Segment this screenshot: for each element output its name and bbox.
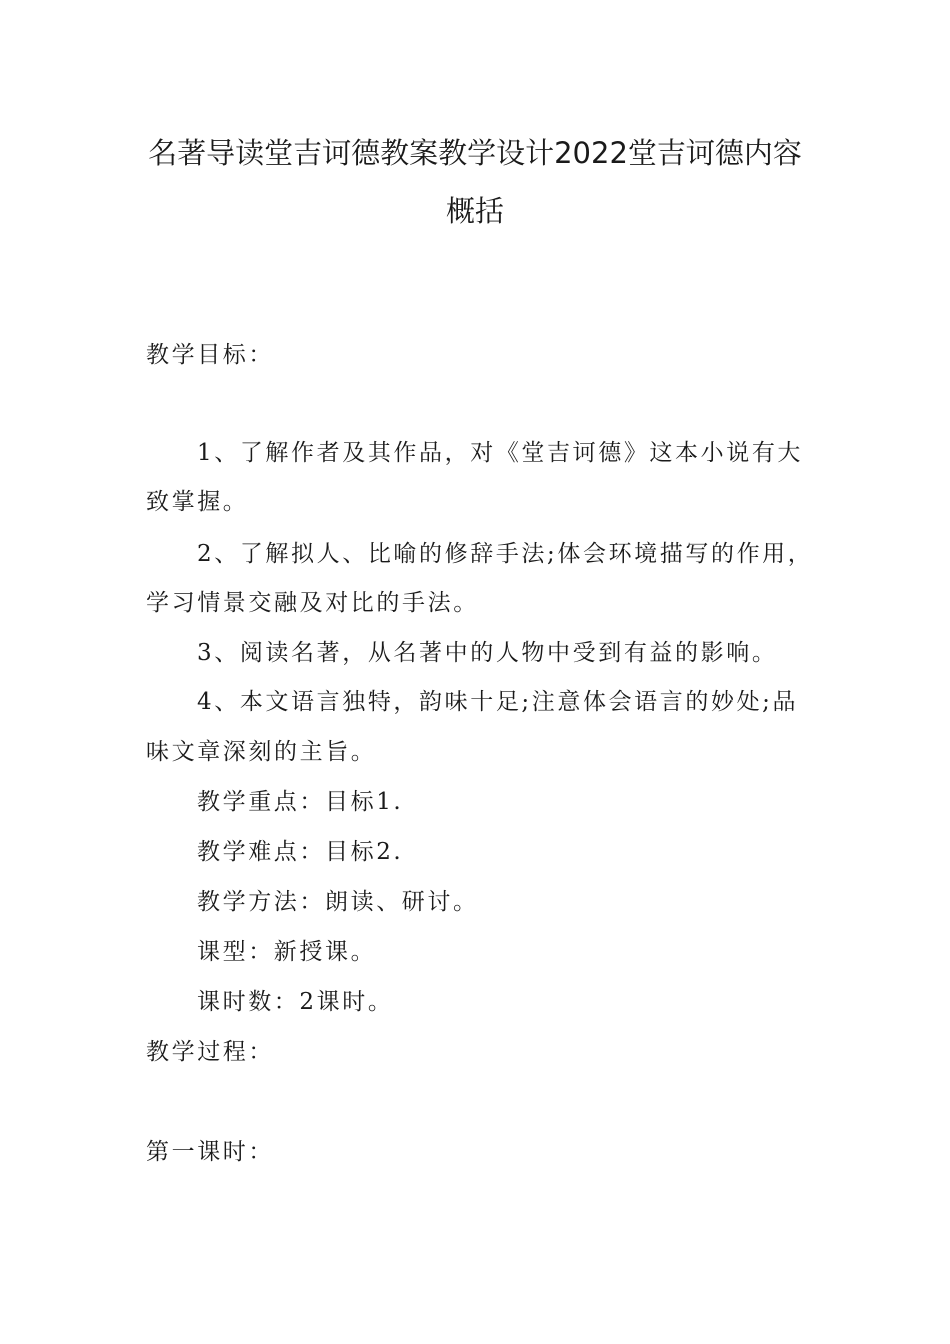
first-lesson-heading: 第一课时： — [146, 1139, 274, 1165]
teaching-key-point: 教学重点：目标1. — [197, 789, 404, 815]
objective-2-line-2: 学习情景交融及对比的手法。 — [146, 590, 479, 616]
objective-1-line-1: 1、了解作者及其作品，对《堂吉诃德》这本小说有大 — [197, 440, 804, 466]
objective-3: 3、阅读名著，从名著中的人物中受到有益的影响。 — [197, 640, 778, 666]
process-heading: 教学过程： — [146, 1039, 274, 1065]
title-line-2: 概括 — [445, 194, 504, 228]
document-title — [100, 124, 850, 240]
objectives-heading: 教学目标： — [146, 342, 274, 368]
teaching-difficulty: 教学难点：目标2. — [197, 839, 404, 865]
class-hours: 课时数：2课时。 — [197, 989, 394, 1015]
teaching-method: 教学方法：朗读、研讨。 — [197, 889, 479, 915]
objective-4-line-1: 4、本文语言独特，韵味十足;注意体会语言的妙处;品 — [197, 689, 799, 715]
title-line-1: 名著导读堂吉诃德教案教学设计2022堂吉诃德内容 — [148, 136, 802, 170]
objective-4-line-2: 味文章深刻的主旨。 — [146, 739, 377, 765]
objective-2-line-1: 2、了解拟人、比喻的修辞手法;体会环境描写的作用， — [197, 541, 814, 567]
lesson-type: 课型：新授课。 — [197, 939, 377, 965]
objective-1-line-2: 致掌握。 — [146, 489, 249, 515]
